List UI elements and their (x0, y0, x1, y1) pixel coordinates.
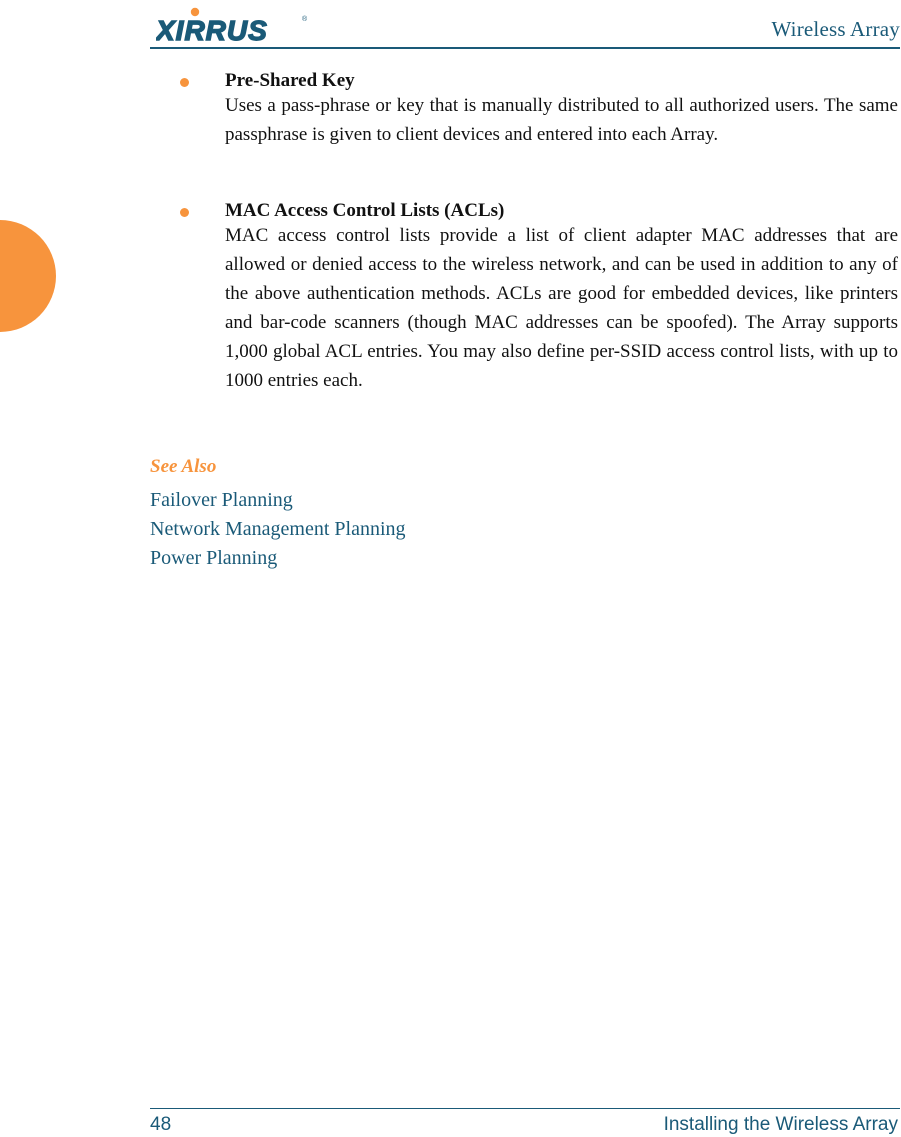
link-power-planning[interactable]: Power Planning (150, 547, 278, 569)
see-also-heading: See Also (150, 456, 217, 477)
item-body: MAC access control lists provide a list of client adapter MAC addresses that are allowed or denied access to the wireless network, and can be used in addition to any of the above authentication methods. ACLs are good for embedded devices, like printers and bar-code scanners (though MAC addresses can be spoofed). The Array supports 1,000 global ACL entries. You may also define per-SSID access control lists, with up to 1000 entries each. (225, 225, 898, 391)
footer-divider (150, 1108, 900, 1109)
page-number: 48 (150, 1114, 172, 1135)
svg-text:XIRRUS: XIRRUS (156, 15, 268, 44)
bullet-icon (180, 78, 189, 87)
header-title: Wireless Array (771, 17, 900, 41)
item-body: Uses a pass-phrase or key that is manually distributed to all authorized users. The same passphrase is given to client devices and entered into each Array. (225, 95, 898, 145)
item-title: Pre-Shared Key (225, 70, 355, 91)
item-title: MAC Access Control Lists (ACLs) (225, 200, 505, 221)
link-network-management-planning[interactable]: Network Management Planning (150, 518, 406, 540)
list-item-pre-shared-key (180, 70, 900, 190)
page-header (150, 0, 900, 50)
see-also-links (150, 486, 406, 573)
list-item-mac-acl (180, 200, 900, 435)
svg-text:®: ® (302, 16, 308, 23)
footer-section-title: Installing the Wireless Array (663, 1114, 898, 1135)
xirrus-logo (156, 6, 316, 44)
chapter-tab-marker (0, 220, 56, 332)
link-failover-planning[interactable]: Failover Planning (150, 489, 293, 511)
bullet-icon (180, 208, 189, 217)
header-divider (150, 47, 900, 49)
